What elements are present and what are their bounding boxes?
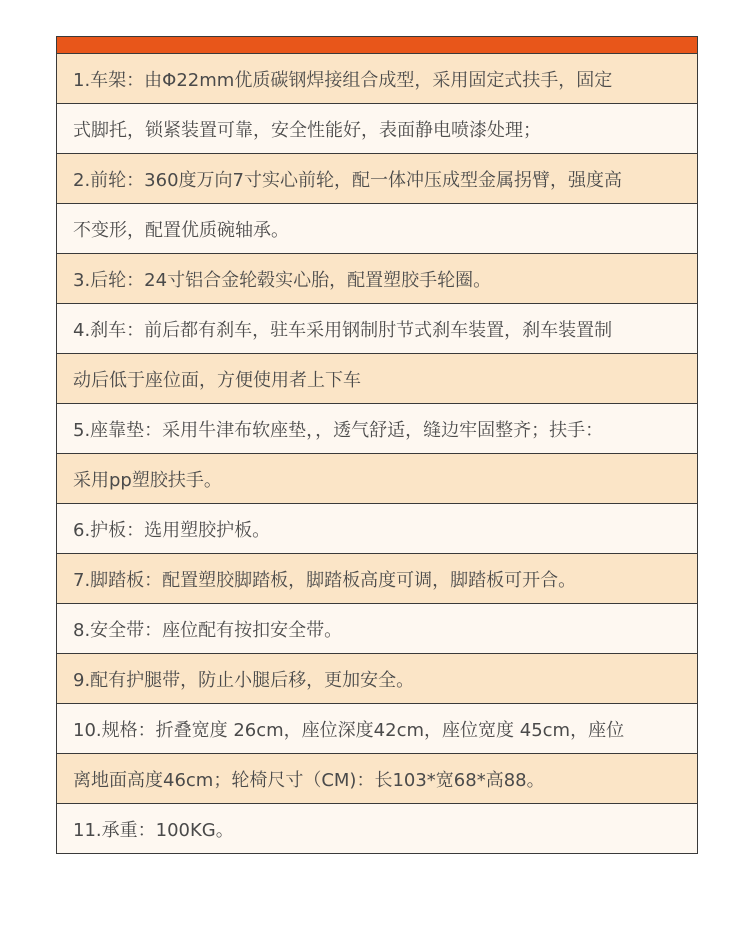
spec-table [56,36,698,854]
table-row: 11.承重：100KG。 [57,804,697,853]
table-row: 1.车架：由Φ22mm优质碳钢焊接组合成型，采用固定式扶手，固定 [57,54,697,104]
table-row: 离地面高度46cm；轮椅尺寸（CM)：长103*宽68*高88。 [57,754,697,804]
table-row: 9.配有护腿带，防止小腿后移，更加安全。 [57,654,697,704]
table-row: 4.刹车：前后都有刹车，驻车采用钢制肘节式刹车装置，刹车装置制 [57,304,697,354]
table-header-bar [57,37,697,54]
table-row: 3.后轮：24寸铝合金轮毂实心胎，配置塑胶手轮圈。 [57,254,697,304]
table-row: 不变形，配置优质碗轴承。 [57,204,697,254]
table-row: 10.规格：折叠宽度 26cm，座位深度42cm，座位宽度 45cm，座位 [57,704,697,754]
table-row: 5.座靠垫：采用牛津布软座垫，，透气舒适，缝边牢固整齐；扶手： [57,404,697,454]
table-row: 采用pp塑胶扶手。 [57,454,697,504]
table-row: 7.脚踏板：配置塑胶脚踏板，脚踏板高度可调，脚踏板可开合。 [57,554,697,604]
table-row: 动后低于座位面，方便使用者上下车 [57,354,697,404]
table-row: 2.前轮：360度万向7寸实心前轮，配一体冲压成型金属拐臂，强度高 [57,154,697,204]
table-row: 式脚托，锁紧装置可靠，安全性能好，表面静电喷漆处理； [57,104,697,154]
table-row: 8.安全带：座位配有按扣安全带。 [57,604,697,654]
table-row: 6.护板：选用塑胶护板。 [57,504,697,554]
